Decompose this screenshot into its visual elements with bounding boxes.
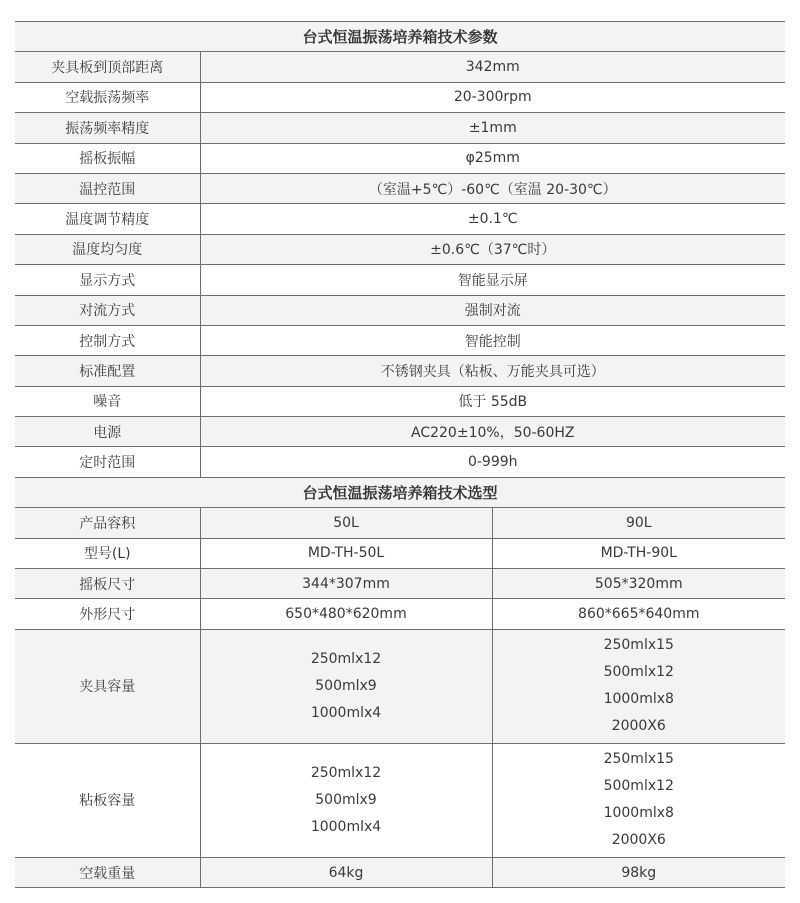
capacity-item: 2000X6 [611, 832, 666, 849]
table-row [15, 417, 785, 447]
capacity-item: 500mlx9 [315, 791, 377, 808]
models-title-row [15, 477, 785, 507]
param-value: 不锈钢夹具（粘板、万能夹具可选） [200, 356, 785, 386]
param-label: 控制方式 [15, 325, 200, 355]
model-50l-value: 50L [200, 508, 492, 538]
param-label: 空载振荡频率 [15, 82, 200, 112]
param-label: 定时范围 [15, 447, 200, 477]
table-row [15, 508, 785, 538]
table-row [15, 173, 785, 203]
model-50l-value: 344*307mm [200, 569, 492, 599]
spec-table [15, 21, 785, 888]
table-row [15, 143, 785, 173]
param-value: （室温+5℃）-60℃（室温 20-30℃） [200, 173, 785, 203]
capacity-item: 500mlx9 [315, 677, 377, 694]
table-row [15, 857, 785, 887]
model-label: 摇板尺寸 [15, 569, 200, 599]
capacity-item: 1000mlx8 [603, 805, 674, 822]
capacity-item: 250mlx15 [603, 751, 674, 768]
capacity-item: 250mlx12 [310, 650, 382, 667]
param-label: 对流方式 [15, 295, 200, 325]
model-90l-value: 90L [492, 508, 785, 538]
spec-sheet [15, 21, 785, 888]
param-value: φ25mm [200, 143, 785, 173]
sticky-plate-capacity-90l [492, 743, 785, 857]
sticky-plate-capacity-50l [200, 743, 492, 857]
table-row [15, 52, 785, 82]
model-50l-value: MD-TH-50L [200, 538, 492, 568]
table-row [15, 265, 785, 295]
model-50l-value: 650*480*620mm [200, 599, 492, 629]
param-label: 温控范围 [15, 173, 200, 203]
models-title: 台式恒温振荡培养箱技术选型 [15, 477, 785, 507]
capacity-item: 1000mlx8 [603, 691, 674, 708]
params-title-row [15, 22, 785, 52]
capacity-item: 2000X6 [611, 718, 666, 735]
table-row [15, 325, 785, 355]
param-value: 342mm [200, 52, 785, 82]
table-row [15, 386, 785, 416]
table-row [15, 295, 785, 325]
param-label: 标准配置 [15, 356, 200, 386]
model-90l-value: 860*665*640mm [492, 599, 785, 629]
sticky-plate-capacity-row [15, 743, 785, 857]
weight-50l: 64kg [200, 857, 492, 887]
capacity-item: 1000mlx4 [310, 818, 382, 835]
clamp-capacity-90l [492, 629, 785, 743]
weight-90l: 98kg [492, 857, 785, 887]
params-title: 台式恒温振荡培养箱技术参数 [15, 22, 785, 52]
table-row [15, 113, 785, 143]
table-row [15, 82, 785, 112]
capacity-item: 250mlx12 [310, 764, 382, 781]
param-value: 智能显示屏 [200, 265, 785, 295]
param-label: 摇板振幅 [15, 143, 200, 173]
param-value: 0-999h [200, 447, 785, 477]
sticky-plate-capacity-label: 粘板容量 [15, 743, 200, 857]
table-row [15, 569, 785, 599]
capacity-item: 250mlx15 [603, 637, 674, 654]
table-row [15, 599, 785, 629]
param-value: AC220±10%，50-60HZ [200, 417, 785, 447]
param-label: 电源 [15, 417, 200, 447]
weight-label: 空载重量 [15, 857, 200, 887]
model-90l-value: 505*320mm [492, 569, 785, 599]
capacity-item: 1000mlx4 [310, 704, 382, 721]
param-label: 振荡频率精度 [15, 113, 200, 143]
table-row [15, 538, 785, 568]
model-label: 外形尺寸 [15, 599, 200, 629]
param-label: 噪音 [15, 386, 200, 416]
param-label: 夹具板到顶部距离 [15, 52, 200, 82]
clamp-capacity-row [15, 629, 785, 743]
table-row [15, 447, 785, 477]
model-label: 型号(L) [15, 538, 200, 568]
param-label: 温度均匀度 [15, 234, 200, 264]
param-value: 智能控制 [200, 325, 785, 355]
param-label: 温度调节精度 [15, 204, 200, 234]
param-value: ±0.1℃ [200, 204, 785, 234]
param-value: ±0.6℃（37℃时） [200, 234, 785, 264]
table-row [15, 234, 785, 264]
param-value: ±1mm [200, 113, 785, 143]
clamp-capacity-label: 夹具容量 [15, 629, 200, 743]
model-label: 产品容积 [15, 508, 200, 538]
table-row [15, 204, 785, 234]
model-90l-value: MD-TH-90L [492, 538, 785, 568]
param-value: 低于 55dB [200, 386, 785, 416]
capacity-item: 500mlx12 [603, 664, 674, 681]
param-value: 20-300rpm [200, 82, 785, 112]
clamp-capacity-50l [200, 629, 492, 743]
table-row [15, 356, 785, 386]
param-label: 显示方式 [15, 265, 200, 295]
capacity-item: 500mlx12 [603, 778, 674, 795]
param-value: 强制对流 [200, 295, 785, 325]
